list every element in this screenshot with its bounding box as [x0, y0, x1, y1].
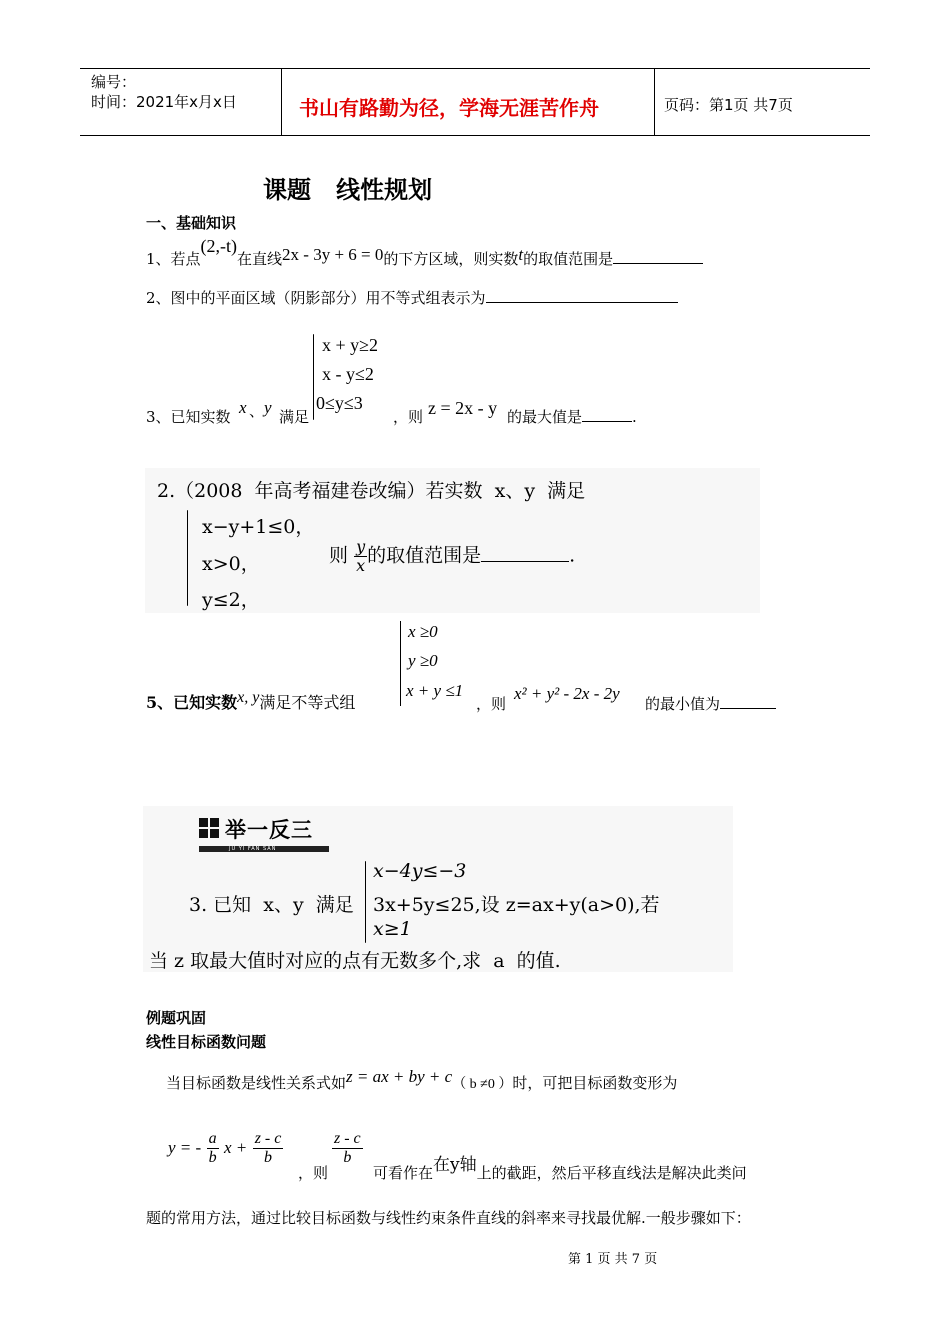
q3-answer-blank	[582, 420, 632, 422]
img1-fraction-den: x	[356, 556, 366, 575]
img2-brace	[365, 861, 366, 943]
p1-suffix: 时，可把目标函数变形为	[512, 1074, 678, 1092]
q3-end: .	[632, 408, 637, 426]
eq-frac-ab	[207, 1130, 219, 1167]
header-number-label: 编号：	[91, 73, 137, 91]
img1-heading: 2.（2008 年高考福建卷改编）若实数 x、y 满足	[157, 480, 586, 502]
frac-2-den: b	[343, 1149, 352, 1166]
img1-constraint-1: x−y+1≤0，	[202, 516, 315, 538]
q3-var-x: x	[239, 398, 247, 417]
img1-constraint-3: y≤2，	[202, 589, 260, 611]
banner-grid-icon	[199, 818, 219, 838]
header-page-label: 页码：第1页 共7页	[664, 96, 793, 114]
p1-expression: z = ax + by + c	[346, 1067, 453, 1086]
q1-suffix: 的取值范围是	[523, 250, 614, 268]
img2-constraint-3: x≥1	[373, 918, 412, 940]
img2-question: 3. 已知 x、y 满足	[189, 894, 354, 916]
q1-variable: t	[518, 245, 524, 264]
p1-condition: （ b ≠0 ）	[452, 1077, 513, 1092]
q1-point: (2,-t)	[200, 236, 238, 256]
header-motto: 书山有路勤为径，学海无涯苦作舟	[299, 96, 599, 120]
q3-constraint-1: x + y≥2	[322, 335, 379, 355]
question-5	[146, 690, 355, 713]
eq-frac-zc	[253, 1130, 284, 1167]
p2-c: 上的截距，然后平移直线法是解决此类问	[476, 1164, 747, 1182]
question-1	[146, 236, 703, 281]
examples-subtitle: 线性目标函数问题	[146, 1033, 267, 1051]
img1-then-text: 则	[329, 544, 349, 567]
header-divider-right	[654, 68, 655, 135]
examples-title: 例题巩固	[146, 1009, 207, 1027]
q5-suffix	[645, 693, 776, 714]
q2-answer-blank	[486, 301, 678, 303]
equation-line	[168, 1130, 283, 1167]
examples-paragraph-1	[166, 1067, 678, 1093]
q1-mid2: 的下方区域，则实数	[383, 250, 519, 268]
eq-a: a	[208, 1130, 217, 1147]
q1-mid1: 在直线	[237, 250, 283, 268]
p1-prefix: 当目标函数是线性关系式如	[166, 1074, 347, 1092]
header-bottom-rule	[80, 135, 870, 136]
img2-line-2: 当 z 取最大值时对应的点有无数多个,求 a 的值.	[149, 950, 561, 972]
q5-constraint-3: x + y ≤1	[406, 681, 464, 700]
q3-separator: 、	[249, 402, 265, 420]
q3-mid2: ，则	[393, 408, 424, 426]
q3-suffix	[507, 406, 637, 427]
q5-constraint-2: y ≥0	[408, 651, 438, 670]
q5-brace	[400, 621, 401, 706]
q3-prefix: 3、已知实数	[146, 408, 231, 426]
p2-b: 在y轴	[433, 1155, 477, 1175]
q3-constraint-2: x - y≤2	[322, 364, 374, 384]
banner-subtitle: JU YI FAN SAN	[229, 846, 277, 852]
header-divider-left	[281, 68, 282, 135]
q3-mid: 满足	[279, 408, 310, 426]
examples-paragraph-3: 题的常用方法，通过比较目标函数与线性约束条件直线的斜率来寻找最优解.一般步骤如下：	[146, 1209, 751, 1227]
q5-answer-blank	[720, 707, 776, 709]
q5-suffix-text: 的最小值为	[645, 695, 721, 713]
section-heading: 一、基础知识	[146, 214, 237, 232]
img1-then	[329, 538, 575, 575]
examples-paragraph-2	[373, 1155, 747, 1183]
eq-then: ，则	[298, 1164, 329, 1182]
q5-expression: x² + y² - 2x - 2y	[514, 684, 620, 703]
img1-suffix: 的取值范围是	[367, 544, 482, 567]
img1-fraction	[354, 538, 367, 575]
img1-end: .	[569, 544, 576, 567]
q1-prefix: 1、若点	[146, 250, 201, 268]
scanned-problem-2	[143, 806, 733, 972]
scanned-problem-1	[145, 468, 760, 613]
q5-vars: x, y	[237, 689, 260, 706]
q3-var-y: y	[264, 398, 272, 417]
q1-line-equation: 2x - 3y + 6 = 0	[282, 245, 384, 264]
img2-constraint-2: 3x+5y≤25,设 z=ax+y(a>0),若	[373, 894, 660, 916]
q3-objective: z = 2x - y	[428, 398, 498, 418]
eq-frac-2	[332, 1130, 363, 1167]
page-title: 课题 线性规划	[263, 176, 433, 204]
img1-brace	[187, 510, 188, 606]
eq-num: z - c	[254, 1130, 282, 1147]
eq-x: x +	[224, 1138, 248, 1157]
eq-den: b	[264, 1149, 273, 1166]
q5-prefix: 5、已知实数	[146, 693, 238, 712]
q5-mid2: ，则	[476, 695, 507, 713]
q5-constraint-1: x ≥0	[408, 622, 438, 641]
q1-answer-blank	[613, 262, 703, 264]
page-footer: 第 1 页 共 7 页	[568, 1252, 658, 1267]
img1-constraint-2: x>0，	[202, 553, 260, 575]
frac-2	[332, 1130, 363, 1167]
p2-a: 可看作在	[373, 1164, 434, 1182]
banner-title: 举一反三	[225, 818, 313, 842]
frac-2-num: z - c	[334, 1130, 361, 1147]
img2-constraint-1: x−4y≤−3	[373, 860, 467, 882]
eq-lhs: y = -	[168, 1138, 202, 1157]
eq-b: b	[208, 1149, 217, 1166]
img1-answer-blank	[481, 560, 569, 562]
q3-constraint-3: 0≤y≤3	[316, 393, 363, 413]
q2-text: 2、图中的平面区域（阴影部分）用不等式组表示为	[146, 289, 486, 307]
question-2	[146, 287, 678, 308]
q3-brace	[313, 334, 314, 420]
img1-fraction-num: y	[356, 537, 366, 556]
header-top-rule	[80, 68, 870, 69]
q5-mid: 满足不等式组	[259, 693, 356, 712]
header-time-label: 时间：2021年x月x日	[91, 93, 237, 111]
q3-suffix-text: 的最大值是	[507, 408, 583, 426]
